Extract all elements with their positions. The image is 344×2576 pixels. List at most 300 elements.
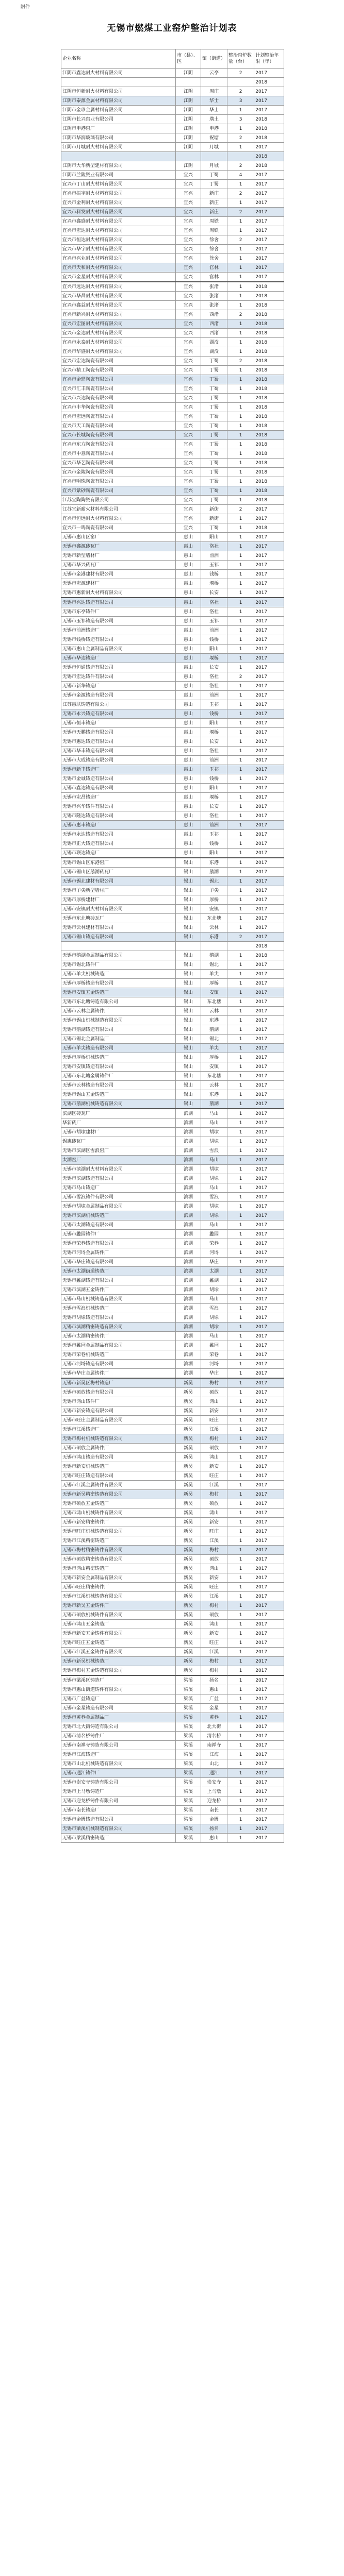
cell-year: 2017: [254, 1099, 284, 1109]
cell-company: 无锡市金诚铸造有限公司: [61, 774, 176, 784]
cell-year: 2017: [254, 1499, 284, 1509]
cell-town: 前洲: [201, 821, 227, 830]
cell-company: 无锡市惠达铸造有限公司: [61, 737, 176, 747]
table-row: [61, 1285, 284, 1295]
table-row: [61, 1332, 284, 1341]
cell-town: 金匮: [201, 1815, 227, 1824]
cell-year: 2017: [254, 1230, 284, 1239]
cell-town: 钱桥: [201, 635, 227, 645]
cell-company: 无锡市蠡园金属制品有限公司: [61, 1341, 176, 1350]
cell-company: 无锡市新安机械铸造厂: [61, 1462, 176, 1471]
cell-company: 无锡市硕放铸造有限公司: [61, 1388, 176, 1397]
cell-company: 滨湖区砖瓦厂: [61, 1109, 176, 1118]
cell-town: 鸿山: [201, 1564, 227, 1573]
cell-area: 锡山: [176, 951, 201, 960]
cell-company: 无锡市蠡园铸件厂: [61, 1230, 176, 1239]
cell-count: 1: [227, 1248, 254, 1258]
cell-company: 无锡市大成铸造有限公司: [61, 756, 176, 765]
cell-company: 宜兴市天和耐火材料有限公司: [61, 263, 176, 273]
cell-year: 2017: [254, 784, 284, 793]
cell-count: 1: [227, 180, 254, 189]
cell-area: 宜兴: [176, 263, 201, 273]
cell-year: 2017: [254, 1285, 284, 1295]
cell-area: 滨湖: [176, 1239, 201, 1248]
cell-area: 锡山: [176, 1090, 201, 1099]
table-row: [61, 440, 284, 449]
table-row: [61, 598, 284, 607]
cell-area: 惠山: [176, 709, 201, 719]
cell-count: 1: [227, 1007, 254, 1016]
cell-town: 硕放: [201, 1611, 227, 1620]
cell-year: 2017: [254, 1146, 284, 1156]
cell-town: 阳山: [201, 849, 227, 858]
table-row: [61, 486, 284, 496]
cell-town: 钱桥: [201, 774, 227, 784]
cell-area: 锡山: [176, 1053, 201, 1062]
cell-town: 北大街: [201, 1722, 227, 1732]
cell-count: 1: [227, 617, 254, 626]
cell-count: 1: [227, 988, 254, 997]
cell-town: 阳山: [201, 784, 227, 793]
cell-area: 惠山: [176, 607, 201, 617]
cell-company: 无锡市宏源建材厂: [61, 579, 176, 588]
cell-year: 2017: [254, 1044, 284, 1053]
cell-count: 1: [227, 1072, 254, 1081]
table-row: [61, 1555, 284, 1564]
cell-year: 2017: [254, 1629, 284, 1638]
cell-area: 惠山: [176, 830, 201, 839]
cell-area: 宜兴: [176, 171, 201, 180]
table-row: [61, 1648, 284, 1657]
cell-area: 惠山: [176, 542, 201, 551]
cell-company: 无锡市羊尖新型墙材厂: [61, 886, 176, 895]
cell-company: 无锡市南长铸造厂: [61, 1806, 176, 1815]
cell-year: 2018: [254, 366, 284, 375]
cell-company: 宜兴市一鸣陶瓷有限公司: [61, 523, 176, 533]
cell-company: 无锡市安镇五金铸造厂: [61, 988, 176, 997]
table-body: [61, 69, 284, 1843]
cell-count: 1: [227, 960, 254, 970]
cell-year: 2017: [254, 617, 284, 626]
cell-count: 1: [227, 217, 254, 226]
cell-area: 惠山: [176, 849, 201, 858]
cell-year: 2017: [254, 1239, 284, 1248]
cell-year: 2017: [254, 1406, 284, 1416]
cell-area: 梁溪: [176, 1732, 201, 1741]
table-row: [61, 106, 284, 115]
cell-town: 胡埭: [201, 1165, 227, 1174]
cell-count: 1: [227, 1499, 254, 1509]
cell-area: 宜兴: [176, 273, 201, 282]
cell-year: 2017: [254, 988, 284, 997]
table-row: [61, 682, 284, 691]
cell-company: 宜兴市紫砂陶瓷有限公司: [61, 486, 176, 496]
cell-year: 2017: [254, 1638, 284, 1648]
table-row: [61, 1481, 284, 1490]
cell-area: 梁溪: [176, 1778, 201, 1787]
cell-company: 宜兴市汇丰陶瓷有限公司: [61, 384, 176, 394]
cell-area: 锡山: [176, 895, 201, 905]
cell-town: 丁蜀: [201, 394, 227, 403]
cell-company: 无锡市金港建材有限公司: [61, 570, 176, 579]
cell-area: 滨湖: [176, 1332, 201, 1341]
table-row: [61, 1341, 284, 1350]
cell-company: 无锡市安镇耐火材料有限公司: [61, 905, 176, 914]
cell-town: 扬名: [201, 1824, 227, 1834]
cell-town: 祝塘: [201, 133, 227, 143]
cell-count: 1: [227, 951, 254, 960]
cell-year: 2017: [254, 1313, 284, 1323]
cell-town: 雪浪: [201, 1146, 227, 1156]
cell-area: 滨湖: [176, 1323, 201, 1332]
table-row: [61, 1797, 284, 1806]
cell-year: 2017: [254, 691, 284, 700]
cell-town: 河埒: [201, 1360, 227, 1369]
table-row: [61, 189, 284, 198]
cell-town: 新庄: [201, 198, 227, 208]
cell-year: 2017: [254, 849, 284, 858]
cell-area: 滨湖: [176, 1118, 201, 1128]
cell-town: 钱桥: [201, 709, 227, 719]
cell-company: 无锡市鹅湖金属制品有限公司: [61, 951, 176, 960]
cell-year: 2017: [254, 1378, 284, 1388]
table-row: [61, 719, 284, 728]
cell-count: 1: [227, 1099, 254, 1109]
cell-area: 宜兴: [176, 347, 201, 357]
cell-count: 1: [227, 774, 254, 784]
cell-company: 宜兴市金陵陶瓷有限公司: [61, 468, 176, 477]
cell-company: 江阴市金珍金属材料有限公司: [61, 106, 176, 115]
cell-year: 2017: [254, 598, 284, 607]
cell-year: 2018: [254, 301, 284, 310]
cell-area: 宜兴: [176, 449, 201, 459]
cell-company: 无锡市新安五金铸件有限公司: [61, 1629, 176, 1638]
table-row: [61, 421, 284, 431]
cell-count: 1: [227, 366, 254, 375]
cell-company: 无锡市旺庄机械铸造有限公司: [61, 1527, 176, 1536]
table-row: [61, 1611, 284, 1620]
table-row: [61, 942, 284, 951]
cell-town: 崇安寺: [201, 1778, 227, 1787]
cell-company: 无锡市东北塘砖瓦厂: [61, 914, 176, 923]
cell-count: 1: [227, 1759, 254, 1769]
table-row: [61, 1072, 284, 1081]
table-row: [61, 282, 284, 292]
cell-count: 1: [227, 970, 254, 979]
cell-town: 江海: [201, 1750, 227, 1759]
cell-area: 惠山: [176, 635, 201, 645]
cell-count: 1: [227, 1806, 254, 1815]
cell-year: 2017: [254, 1081, 284, 1090]
cell-count: 1: [227, 106, 254, 115]
cell-town: 洛社: [201, 672, 227, 682]
cell-town: 新街: [201, 505, 227, 514]
cell-town: 周铁: [201, 226, 227, 235]
cell-count: 2: [227, 235, 254, 245]
cell-area: 滨湖: [176, 1360, 201, 1369]
cell-count: 1: [227, 1648, 254, 1657]
cell-area: 宜兴: [176, 301, 201, 310]
cell-company: 无锡市厚桥铸造有限公司: [61, 979, 176, 988]
cell-area: 新吴: [176, 1509, 201, 1518]
cell-year: 2017: [254, 868, 284, 877]
cell-count: 1: [227, 570, 254, 579]
cell-count: 1: [227, 821, 254, 830]
cell-area: 惠山: [176, 821, 201, 830]
table-row: [61, 1137, 284, 1146]
cell-count: 1: [227, 579, 254, 588]
table-row: [61, 1732, 284, 1741]
cell-year: 2017: [254, 1592, 284, 1601]
cell-count: 1: [227, 1787, 254, 1797]
cell-area: 锡山: [176, 868, 201, 877]
cell-area: 新吴: [176, 1564, 201, 1573]
cell-count: 1: [227, 431, 254, 440]
cell-area: 梁溪: [176, 1704, 201, 1713]
cell-area: 宜兴: [176, 357, 201, 366]
cell-town: 华士: [201, 96, 227, 106]
cell-count: 1: [227, 1592, 254, 1601]
cell-area: 宜兴: [176, 496, 201, 505]
cell-area: 惠山: [176, 784, 201, 793]
cell-area: 锡山: [176, 877, 201, 886]
cell-count: [227, 152, 254, 161]
cell-area: 宜兴: [176, 189, 201, 198]
cell-company: 无锡市梁溪机械制造有限公司: [61, 1824, 176, 1834]
table-row: [61, 1592, 284, 1601]
table-row: [61, 115, 284, 124]
cell-company: 无锡市东北塘金属铸件厂: [61, 1072, 176, 1081]
cell-count: 1: [227, 1211, 254, 1221]
cell-town: 月城: [201, 161, 227, 171]
cell-area: 梁溪: [176, 1722, 201, 1732]
cell-count: 1: [227, 709, 254, 719]
cell-year: 2017: [254, 1657, 284, 1666]
cell-year: 2017: [254, 997, 284, 1007]
cell-year: 2017: [254, 1388, 284, 1397]
cell-town: 厚桥: [201, 1053, 227, 1062]
cell-company: 无锡市广益铸造厂: [61, 1694, 176, 1704]
cell-company: 无锡市鹅湖机械铸造有限公司: [61, 1099, 176, 1109]
cell-year: 2017: [254, 1434, 284, 1444]
cell-year: 2017: [254, 1090, 284, 1099]
cell-town: 鹅湖: [201, 868, 227, 877]
cell-company: 无锡市宏达铸件有限公司: [61, 672, 176, 682]
cell-area: 宜兴: [176, 292, 201, 301]
table-row: [61, 1434, 284, 1444]
cell-count: 1: [227, 802, 254, 811]
cell-town: 新安: [201, 1406, 227, 1416]
cell-year: 2017: [254, 1183, 284, 1193]
cell-year: 2017: [254, 1165, 284, 1174]
table-row: [61, 496, 284, 505]
cell-area: 锡山: [176, 858, 201, 868]
cell-count: 1: [227, 1462, 254, 1471]
cell-town: 新安: [201, 1518, 227, 1527]
cell-town: 长安: [201, 737, 227, 747]
cell-area: 梁溪: [176, 1834, 201, 1843]
table-row: [61, 263, 284, 273]
cell-town: 华庄: [201, 1369, 227, 1379]
cell-area: 锡山: [176, 1072, 201, 1081]
cell-count: 1: [227, 375, 254, 384]
cell-town: 张渚: [201, 301, 227, 310]
table-header-row: [61, 49, 284, 69]
table-row: [61, 78, 284, 87]
table-row: [61, 431, 284, 440]
cell-company: [61, 152, 176, 161]
cell-year: 2018: [254, 496, 284, 505]
cell-company: 无锡市荣巷机械铸造厂: [61, 1350, 176, 1360]
cell-area: 滨湖: [176, 1248, 201, 1258]
table-row: [61, 579, 284, 588]
cell-town: 蠡园: [201, 1230, 227, 1239]
cell-company: 无锡市恒通铸造有限公司: [61, 663, 176, 672]
table-row: [61, 1183, 284, 1193]
cell-town: 扬名: [201, 1675, 227, 1685]
cell-town: 丁蜀: [201, 375, 227, 384]
cell-town: 山北: [201, 1759, 227, 1769]
cell-count: 1: [227, 895, 254, 905]
cell-area: 锡山: [176, 923, 201, 933]
table-row: [61, 1453, 284, 1462]
cell-area: 宜兴: [176, 198, 201, 208]
table-row: [61, 1778, 284, 1787]
cell-area: 江阴: [176, 133, 201, 143]
cell-year: 2017: [254, 254, 284, 263]
table-row: [61, 765, 284, 774]
cell-count: 1: [227, 1685, 254, 1694]
cell-year: 2018: [254, 152, 284, 161]
cell-company: 无锡市锡山五金铸造厂: [61, 1090, 176, 1099]
cell-count: 1: [227, 347, 254, 357]
cell-company: 无锡市华兴砖瓦厂: [61, 561, 176, 570]
cell-year: 2017: [254, 886, 284, 895]
cell-town: 胡埭: [201, 1323, 227, 1332]
cell-town: 厚桥: [201, 979, 227, 988]
cell-town: 云林: [201, 1007, 227, 1016]
cell-town: 丁蜀: [201, 459, 227, 468]
cell-company: 江阴市大华新型建材有限公司: [61, 161, 176, 171]
cell-company: 宜兴市兴达陶瓷有限公司: [61, 394, 176, 403]
table-row: [61, 1007, 284, 1016]
cell-area: 惠山: [176, 811, 201, 821]
cell-year: 2017: [254, 830, 284, 839]
cell-town: 惠山: [201, 1834, 227, 1843]
table-row: [61, 1573, 284, 1583]
cell-year: 2017: [254, 1759, 284, 1769]
table-row: [61, 1620, 284, 1629]
cell-area: 滨湖: [176, 1285, 201, 1295]
table-row: [61, 811, 284, 821]
cell-town: 新庄: [201, 208, 227, 217]
cell-area: 滨湖: [176, 1128, 201, 1137]
cell-company: 无锡市宏昌铸造厂: [61, 793, 176, 802]
cell-count: 2: [227, 310, 254, 319]
cell-town: 胡埭: [201, 1202, 227, 1211]
cell-company: 宜兴市金星耐火材料有限公司: [61, 273, 176, 282]
table-row: [61, 1193, 284, 1202]
cell-count: 1: [227, 691, 254, 700]
cell-company: 无锡市梅村五金铸造有限公司: [61, 1666, 176, 1676]
cell-year: 2017: [254, 719, 284, 728]
cell-area: 锡山: [176, 905, 201, 914]
attachment-label: 附件: [21, 5, 30, 10]
table-row: [61, 1267, 284, 1276]
table-row: [61, 588, 284, 598]
cell-year: 2017: [254, 1369, 284, 1379]
cell-company: 宜兴市丁山耐火材料有限公司: [61, 180, 176, 189]
cell-company: 宜兴市东方陶瓷有限公司: [61, 440, 176, 449]
table-row: [61, 793, 284, 802]
table-row: [61, 997, 284, 1007]
cell-year: 2017: [254, 728, 284, 737]
cell-year: 2017: [254, 505, 284, 514]
table-row: [61, 933, 284, 942]
cell-company: 无锡市旺庄五金铸造厂: [61, 1638, 176, 1648]
table-row: [61, 245, 284, 254]
cell-count: 1: [227, 1341, 254, 1350]
cell-year: 2018: [254, 124, 284, 133]
cell-company: 无锡市云林铸造有限公司: [61, 1081, 176, 1090]
cell-year: 2017: [254, 561, 284, 570]
cell-area: 梁溪: [176, 1759, 201, 1769]
cell-company: 无锡市雪浪机械铸造厂: [61, 1304, 176, 1313]
cell-year: 2017: [254, 171, 284, 180]
cell-company: 宜兴市宏达耐火材料有限公司: [61, 226, 176, 235]
cell-area: [176, 152, 201, 161]
cell-company: 无锡市金匮铸造有限公司: [61, 1815, 176, 1824]
header-area: 市（县）、区: [176, 49, 201, 69]
cell-year: 2017: [254, 1137, 284, 1146]
cell-year: 2017: [254, 923, 284, 933]
cell-town: 马山: [201, 1156, 227, 1165]
cell-count: 1: [227, 849, 254, 858]
cell-company: 无锡市新型墙材厂: [61, 551, 176, 561]
cell-company: 宜兴市永泰耐火材料有限公司: [61, 338, 176, 347]
cell-count: 1: [227, 1090, 254, 1099]
cell-town: 长安: [201, 802, 227, 811]
cell-year: 2017: [254, 765, 284, 774]
cell-company: 无锡市江溪金属铸件有限公司: [61, 1481, 176, 1490]
cell-count: 2: [227, 357, 254, 366]
cell-area: 江阴: [176, 96, 201, 106]
cell-year: 2017: [254, 1704, 284, 1713]
cell-year: 2017: [254, 1462, 284, 1471]
cell-company: 宜兴市金利耐火材料有限公司: [61, 198, 176, 208]
cell-year: 2018: [254, 440, 284, 449]
table-row: [61, 459, 284, 468]
cell-area: [176, 942, 201, 951]
table-row: [61, 877, 284, 886]
cell-area: 滨湖: [176, 1369, 201, 1379]
cell-company: 无锡市崇安寺铸造有限公司: [61, 1778, 176, 1787]
cell-count: 1: [227, 486, 254, 496]
cell-company: 江苏惠联铸造有限公司: [61, 700, 176, 709]
cell-year: 2017: [254, 1518, 284, 1527]
cell-year: 2017: [254, 1397, 284, 1406]
table-row: [61, 1081, 284, 1090]
table-row: [61, 357, 284, 366]
cell-year: 2017: [254, 189, 284, 198]
cell-company: 无锡市山北机械铸造有限公司: [61, 1759, 176, 1769]
cell-count: 1: [227, 403, 254, 412]
cell-company: 无锡市旺庄精密铸件厂: [61, 1583, 176, 1592]
cell-count: 1: [227, 282, 254, 292]
cell-year: 2017: [254, 821, 284, 830]
cell-town: 阳山: [201, 645, 227, 654]
cell-area: 锡山: [176, 1016, 201, 1025]
